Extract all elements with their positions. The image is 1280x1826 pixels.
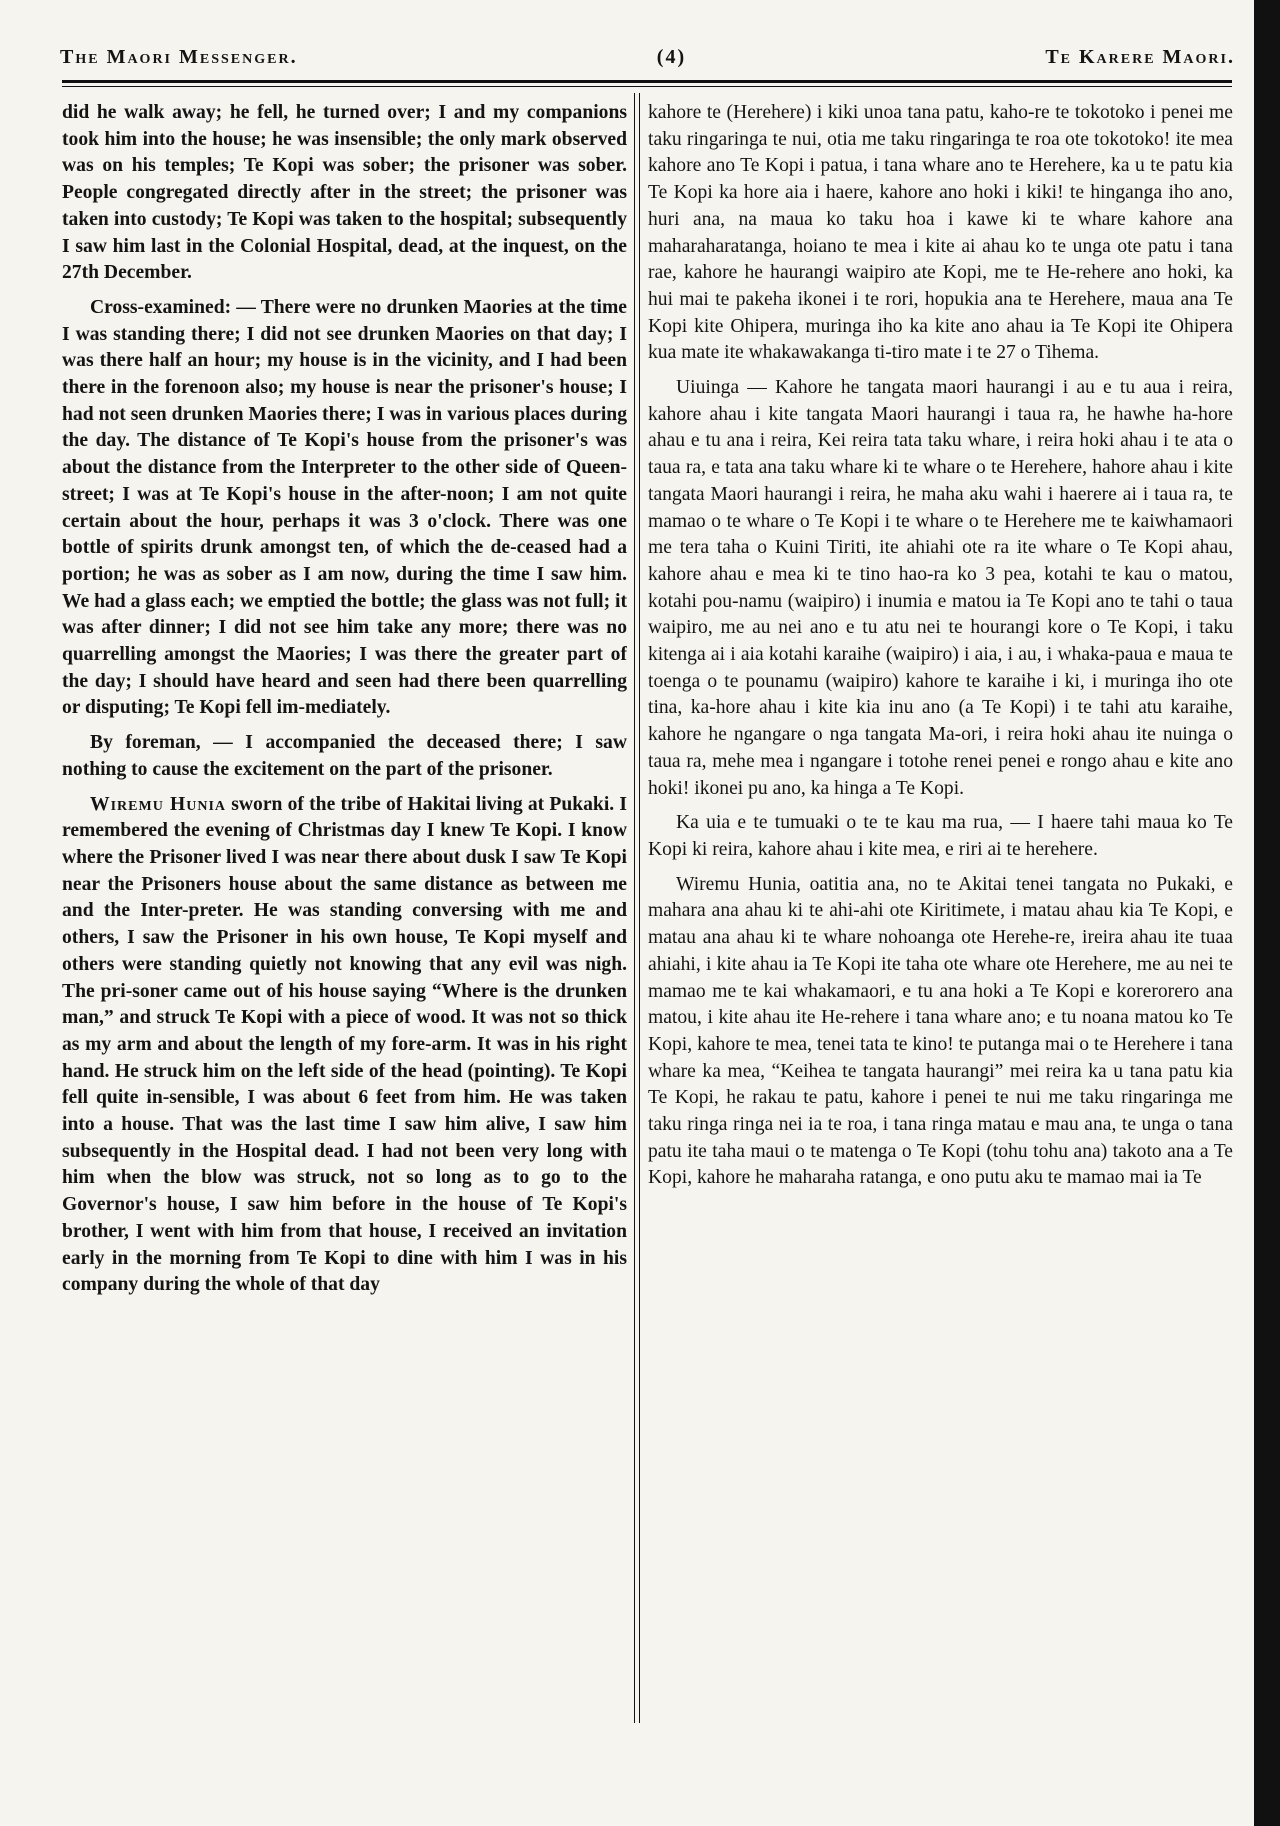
maori-column bbox=[648, 100, 1233, 1730]
page-header bbox=[60, 38, 1235, 76]
maori-paragraph-wiremu-hunia: Wiremu Hunia, oatitia ana, no te Akitai tenei tangata no Pukaki, e mahara ana ahau ki te ahi-ahi ote Kiritimete, i matau ahau kia Te Kopi, e matau ana ahau ki te whare nohoanga ote Herehe-re, ireira ahau ite tuaa ahiahi, i kite ahau ia Te Kopi ite taha ote whare ote Herehere, me au nei te mamao me te kai whakamaori, e tu ana hoki a Te Kopi e korerorero ana matou, i kite ahau ite He-rehere i tana whare ano; e tu noana matou ko Te Kopi, kahore te mea, tenei tata te kino! te putanga mai o te Herehere i tana whare ka mea, “Keihea te tangata haurangi” mei reira ka u tana patu kia Te Kopi, he rakau te patu, kahore i penei te nui me taku ringaringa me taku ringa ringa nei ia te roa, i tana ringa matau e mau ana, te unga o tana patu ite taha maui o te matenga o Te Kopi (tohu tohu ana) takoto ana a Te Kopi, kahore he maharaha ratanga, e ono putu aku te mamao mai ia Te bbox=[648, 873, 1233, 1189]
maori-paragraph-1: kahore te (Herehere) i kiki unoa tana patu, kaho-re te tokotoko i penei me taku ringaringa te nui, otia me taku ringaringa te roa ote tokotoko! ite mea kahore ano Te Kopi i patua, i tana whare ano te Herehere, ka u te patu kia Te Kopi ka hore aia i haere, kahore ano hoki i kiki! te hinganga iho ano, huri ana, na maua ko taku hoa i kawe ki te whare kahore ana maharaharatanga, hoiano te mea i kite ai ahau ko te unga ote patu i tana rae, kahore he haurangi waipiro ate Kopi, me te He-rehere ano hoki, ka hui mai te pakeha ikonei i te rori, hopukia ana te Herehere, maua ana Te Kopi kite Ohipera, muringa iho ka kite ano ahau ia Te Kopi ite Ohipera kua mate ite whakawakanga ti-tiro mate i te 27 o Tihema. bbox=[648, 102, 1233, 364]
english-paragraph-foreman: By foreman, — I accompanied the deceased there; I saw nothing to cause the excitement on the part of the prisoner. bbox=[62, 732, 627, 780]
english-paragraph-wiremu-hunia bbox=[62, 792, 627, 1299]
header-rule-thin bbox=[62, 86, 1232, 87]
header-rule-thick bbox=[62, 80, 1232, 83]
witness-testimony: sworn of the tribe of Hakitai living at Pukaki. I remembered the evening of Christmas day I knew Te Kopi. I know where the Prisoner lived I was near there about dusk I saw Te Kopi near the Prisoners house about the same distance as between me and the Inter-preter. He was standing conversing with me and others, I saw the Prisoner in his own house, Te Kopi myself and others were standing quietly not knowing that any evil was nigh. The pri-soner came out of his house saying “Where is the drunken man,” and struck Te Kopi with a piece of wood. It was not so thick as my arm and about the length of my fore-arm. It was in his right hand. He struck him on the left side of the head (pointing). Te Kopi fell quite in-sensible, I was about 6 feet from him. He was taken into a house. That was the last time I saw him alive, I saw him subsequently in the Hospital dead. I had not been very long with him when the blow was struck, not so long as to go to the Governor's house, I saw him before in the house of Te Kopi's brother, I went with him from that house, I received an invitation early in the morning from Te Kopi to dine with him I was in his company during the whole of that day bbox=[62, 793, 627, 1296]
english-paragraph-cross-examined: Cross-examined: — There were no drunken Maories at the time I was standing there; I did not see drunken Maories on that day; I was there half an hour; my house is in the vicinity, and I had been there in the forenoon also; my house is near the prisoner's house; I had not seen drunken Maories there; I was in various places during the day. The distance of Te Kopi's house from the prisoner's was about the distance from the Interpreter to the other side of Queen-street; I was at Te Kopi's house in the after-noon; I am not quite certain about the hour, perhaps it was 3 o'clock. There was one bottle of spirits drunk amongst ten, of which the de-ceased had a portion; he was as sober as I am now, during the time I saw him. We had a glass each; we emptied the bottle; the glass was not full; it was after dinner; I did not see him take any more; there was no quarrelling amongst the Maories; I was there the greater part of the day; I should have heard and seen had there been quarrelling or disputing; Te Kopi fell im-mediately. bbox=[62, 296, 627, 719]
maori-paragraph-uiuinga: Uiuinga — Kahore he tangata maori haurangi i au e tu aua i reira, kahore ahau i kite tangata Maori haurangi i taua ra, he hawhe ha-hore ahau e tu ana i reira, Kei reira tata taku whare, i reira hoki ahau i te ata o taua ra, e tata ana taku whare ki te whare o te Herehere, hahore ahau i kite tangata Maori haurangi i reira, he maha aku wahi i haerere ai i taua ra, te mamao o te whare o Te Kopi i te whare o te Herehere me te kaiwhamaori me tera taha o Kuini Tiriti, ite ahiahi ote ra ite whare o Te Kopi ahau, kahore ahau e mea ki te tino hao-ra ko 3 pea, kotahi te kau o matou, kotahi pou-namu (waipiro) i inumia e matou ia Te Kopi ano te tahi o taua waipiro, me au nei ano e tu atu nei te hourangi kore o Te Kopi, i taku kitenga ai i aia kotahi karaihe (waipiro) i aia, i au, i whaka-paua e maua te toenga o te pounamu (waipiro) kahore te karaihe i ki, i muringa iho ote tina, ka-hore ahau i kite kia inu ano (a Te Kopi) i te tahi atu karaihe, kahore he ngangare o nga tangata Ma-ori, i reira hoki ahau ite nuinga o taua ra, mehe mea i ngangare i totohe renei penei e rongo ahau e kite ano hoki! ikonei pu ano, ka hinga a Te Kopi. bbox=[648, 377, 1233, 799]
maori-paragraph-tumuaki: Ka uia e te tumuaki o te te kau ma rua, — I haere tahi maua ko Te Kopi ki reira, kahore ahau i kite mea, e riri ai te herehere. bbox=[648, 812, 1233, 860]
header-maori-title: Te Karere Maori. bbox=[1045, 45, 1235, 68]
witness-name: Wiremu Hunia bbox=[90, 793, 227, 815]
english-paragraph-1: did he walk away; he fell, he turned over; I and my companions took him into the house; he was insensible; the only mark observed was on his temples; Te Kopi was sober; the prisoner was sober. People congregated directly after in the street; the prisoner was taken into custody; Te Kopi was taken to the hospital; subsequently I saw him last in the Colonial Hospital, dead, at the inquest, on the 27th December. bbox=[62, 102, 627, 284]
page-number: (4) bbox=[656, 45, 687, 68]
column-divider bbox=[634, 93, 640, 1723]
scan-edge-bar bbox=[1254, 0, 1280, 1826]
english-column bbox=[62, 100, 627, 1730]
header-english-title: The Maori Messenger. bbox=[60, 45, 298, 68]
